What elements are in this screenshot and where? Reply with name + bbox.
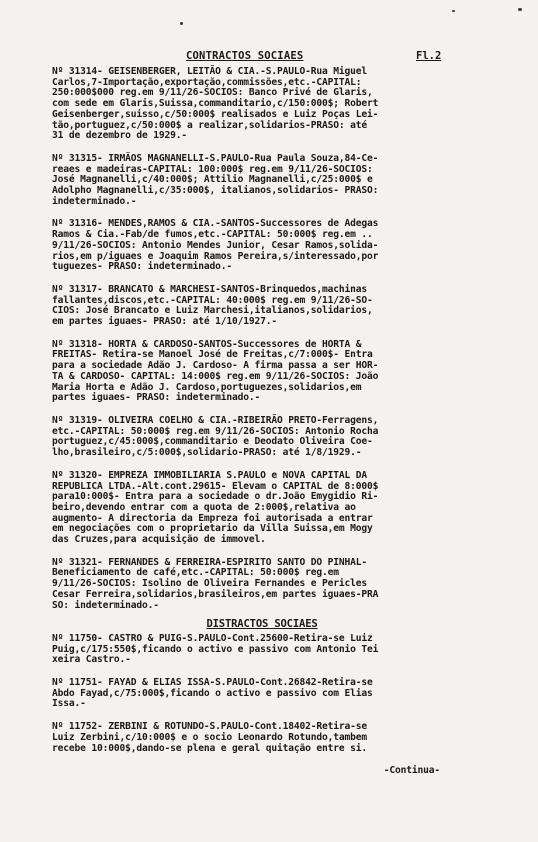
contract-entry xyxy=(52,285,452,328)
contract-entry xyxy=(52,416,452,459)
text-line: tão,portuguez,c/50:000$ a realizar,solidarios-PRASO: até xyxy=(52,119,368,131)
text-line: 9/11/26-SOCIOS: Antonio Mendes Junior, Cesar Ramos,solida- xyxy=(52,239,379,251)
text-line: lho,brasileiro,c/5:000$,solidario-PRASO: até 1/8/1929.- xyxy=(52,447,362,459)
text-line: Nº 11750- CASTRO & PUIG-S.PAULO-Cont.25600-Retira-se Luiz xyxy=(52,632,373,644)
text-line: REPUBLICA LTDA.-Alt.cont.29615- Elevam o CAPITAL de 8:000$ xyxy=(52,480,379,492)
distractos-list xyxy=(52,634,452,754)
text-line: para10:000$- Entra para a sociedade o dr.João Emygidio Ri- xyxy=(52,491,379,503)
text-line: Puig,c/175:550$,ficando o activo e passivo com Antonio Tei xyxy=(52,643,379,655)
section-title-contracts: CONTRACTOS SOCIAES xyxy=(186,50,304,62)
text-line: Nº 11751- FAYAD & ELIAS ISSA-S.PAULO-Cont.26842-Retira-se xyxy=(52,677,373,689)
ink-speck xyxy=(452,10,455,12)
contract-entry xyxy=(52,67,452,142)
text-line: indeterminado.- xyxy=(52,195,137,207)
text-line: beiro,devendo entrar com a quota de 2:000$,relativa ao xyxy=(52,501,356,513)
text-line: Carlos,7-Importação,exportação,commissões,etc.-CAPITAL: xyxy=(52,76,362,88)
text-line: Abdo Fayad,c/75:000$,ficando o activo e passivo com Elias xyxy=(52,687,373,699)
text-line: xeira Castro.- xyxy=(52,654,131,666)
text-line: Maria Horta e Adão J. Cardoso,portuguezes,solidarios,em xyxy=(52,381,362,393)
distracto-entry xyxy=(52,634,452,666)
text-line: Issa.- xyxy=(52,698,86,710)
folio-number: Fl.2 xyxy=(416,50,442,62)
text-line: TA & CARDOSO- CAPITAL: 14:000$ reg.em 9/11/26-SOCIOS: João xyxy=(52,370,379,382)
text-line: em negociações com o proprietario da Villa Suissa,em Mogy xyxy=(52,523,373,535)
text-line: Nº 31316- MENDES,RAMOS & CIA.-SANTOS-Successores de Adegas xyxy=(52,218,379,230)
text-line: Nº 31319- OLIVEIRA COELHO & CIA.-RIBEIRÃO PRETO-Ferragens, xyxy=(52,414,379,426)
text-line: para a sociedade Adão J. Cardoso- A firma passa a ser HOR- xyxy=(52,360,379,372)
text-line: Nº 31315- IRMÃOS MAGNANELLI-S.PAULO-Rua Paula Souza,84-Ce- xyxy=(52,152,379,164)
text-line: portuguez,c/45:000$,commanditario e Deodato Oliveira Coe- xyxy=(52,436,373,448)
text-line: Ramos & Cia.-Fab/de fumos,etc.-CAPITAL: 50:000$ reg.em .. xyxy=(52,229,373,241)
text-line: 250:000$000 reg.em 9/11/26-SOCIOS: Banco Privé de Glaris, xyxy=(52,87,373,99)
text-line: rios,em p/iguaes e Joaquim Ramos Pereira,s/interessado,por xyxy=(52,250,379,262)
contract-entry xyxy=(52,471,452,546)
page-header xyxy=(0,50,538,64)
text-line: Nº 11752- ZERBINI & ROTUNDO-S.PAULO-Cont.18402-Retira-se xyxy=(52,721,368,733)
text-line: 31 de dezembro de 1929.- xyxy=(52,130,188,142)
text-line: recebe 10:000$,dando-se plena e geral quitação entre si. xyxy=(52,742,368,754)
text-line: etc.-CAPITAL: 50:000$ reg.em 9/11/26-SOCIOS: Antonio Rocha xyxy=(52,425,379,437)
document-body xyxy=(52,67,452,777)
contract-entry xyxy=(52,219,452,273)
text-line: SO: indeterminado.- xyxy=(52,599,159,611)
text-line: com sede em Glaris,Suissa,commanditario,c/150:000$; Robert xyxy=(52,98,379,110)
section-title-distractos: DISTRACTOS SOCIAES xyxy=(206,618,318,631)
continuation-note: -Continua- xyxy=(383,765,440,777)
text-line: Nº 31321- FERNANDES & FERREIRA-ESPIRITO SANTO DO PINHAL- xyxy=(52,556,368,568)
text-line: reaes e madeiras-CAPITAL: 100:000$ reg.em 9/11/26-SOCIOS: xyxy=(52,163,373,175)
contract-entry xyxy=(52,154,452,208)
text-line: em partes iguaes- PRASO: até 1/10/1927.- xyxy=(52,316,278,328)
ink-speck xyxy=(518,8,522,11)
distracto-entry xyxy=(52,678,452,710)
ink-speck xyxy=(180,22,183,25)
contract-entry xyxy=(52,558,452,612)
text-line: 9/11/26-SOCIOS: Isolino de Oliveira Fernandes e Pericles xyxy=(52,578,368,590)
text-line: fallantes,discos,etc.-CAPITAL: 40:000$ reg.em 9/11/26-SO- xyxy=(52,294,373,306)
text-line: Nº 31320- EMPREZA IMMOBILIARIA S.PAULO e NOVA CAPITAL DA xyxy=(52,469,368,481)
text-line: CIOS: José Brancato e Luiz Marchesi,italianos,solidarios, xyxy=(52,305,373,317)
text-line: Adolpho Magnanelli,c/35:000$, italianos,solidarios- PRASO: xyxy=(52,185,379,197)
contract-entry xyxy=(52,340,452,404)
text-line: partes iguaes- PRASO: indeterminado.- xyxy=(52,392,261,404)
text-line: Luiz Zerbini,c/10:000$ e o socio Leonardo Rotundo,tambem xyxy=(52,731,368,743)
distracto-entry xyxy=(52,722,452,754)
text-line: Geisenberger,suisso,c/50:000$ realisados e Luiz Poças Lei- xyxy=(52,108,379,120)
text-line: Cesar Ferreira,solidarios,brasileiros,em partes iguaes-PRA xyxy=(52,588,379,600)
text-line: José Magnanelli,c/40:000$; Attilio Magnanelli,c/25:000$ e xyxy=(52,174,373,186)
text-line: Nº 31314- GEISENBERGER, LEITÃO & CIA.-S.PAULO-Rua Miguel xyxy=(52,66,368,77)
contracts-list xyxy=(52,67,452,611)
text-line: Nº 31318- HORTA & CARDOSO-SANTOS-Successores de HORTA & xyxy=(52,338,362,350)
text-line: augmento- A directoria da Empreza foi autorisada a entrar xyxy=(52,512,373,524)
text-line: Nº 31317- BRANCATO & MARCHESI-SANTOS-Brinquedos,machinas xyxy=(52,283,368,295)
text-line: FREITAS- Retira-se Manoel José de Freitas,c/7:000$- Entra xyxy=(52,349,373,361)
text-line: das Cruzes,para acquisição de immovel. xyxy=(52,534,266,546)
text-line: tuguezes- PRASO: indeterminado.- xyxy=(52,261,233,273)
text-line: Beneficiamento de café,etc.-CAPITAL: 50:000$ reg.em xyxy=(52,567,339,579)
